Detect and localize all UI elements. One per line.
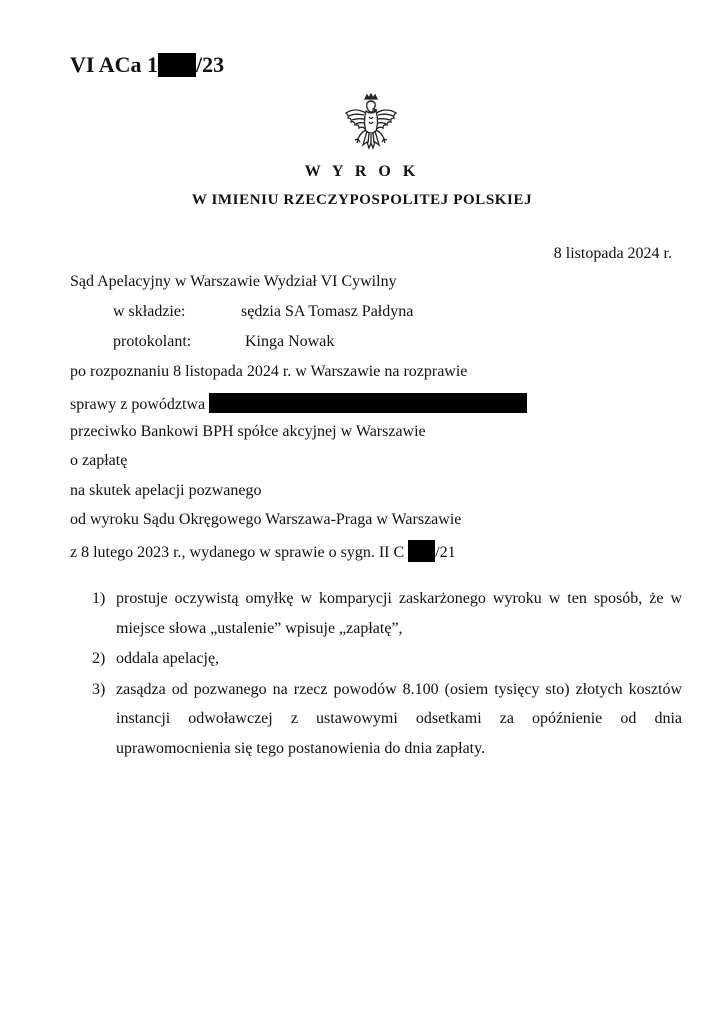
case-ref-line: [70, 540, 456, 562]
defendant-line: przeciwko Bankowi BPH spółce akcyjnej w Warszawie: [70, 423, 426, 440]
plaintiff-line: [70, 393, 527, 414]
ruling-list: [92, 584, 682, 764]
court-line: Sąd Apelacyjny w Warszawie Wydział VI Cywilny: [70, 273, 397, 290]
ruling-item-text: zasądza od pozwanego na rzecz powodów 8.100 (osiem tysięcy sto) złotych kosztów instancji odwoławczej z ustawowymi odsetkami za opóźnienie od dnia uprawomocnienia się tego postanowienia do dnia zapłaty.: [116, 680, 682, 757]
judgment-title: W Y R O K: [304, 163, 420, 180]
judgment-line: od wyroku Sądu Okręgowego Warszawa-Praga w Warszawie: [70, 511, 462, 528]
case-signature: [70, 52, 224, 78]
hearing-line: po rozpoznaniu 8 listopada 2024 r. w Warszawie na rozprawie: [70, 363, 468, 380]
appeal-line: na skutek apelacji pozwanego: [70, 482, 262, 499]
case-ref-suffix: /21: [435, 544, 456, 561]
judgment-date: 8 listopada 2024 r.: [553, 245, 672, 262]
polish-eagle-emblem-icon: [343, 93, 399, 153]
ruling-item-text: prostuje oczywistą omyłkę w komparycji zaskarżonego wyroku w ten sposób, że w miejsce słowa „ustalenie” wpisuje „zapłatę”,: [116, 590, 682, 637]
clerk-label: protokolant:: [113, 333, 192, 350]
judgment-subtitle: W IMIENIU RZECZYPOSPOLITEJ POLSKIEJ: [191, 192, 533, 208]
composition-row: [113, 303, 414, 321]
case-signature-prefix: VI ACa 1: [70, 52, 159, 77]
composition-label: w składzie:: [113, 303, 186, 320]
ruling-item: [92, 675, 682, 764]
plaintiff-prefix: sprawy z powództwa: [70, 396, 206, 413]
redaction-block: [408, 540, 435, 562]
ruling-item: [92, 644, 682, 674]
ruling-item-text: oddala apelację,: [116, 650, 220, 667]
redaction-block: [209, 393, 527, 413]
ruling-item-number: 2): [92, 650, 106, 667]
subject-line: o zapłatę: [70, 452, 128, 469]
ruling-item-number: 1): [92, 590, 106, 607]
clerk-value: Kinga Nowak: [245, 333, 335, 350]
ruling-item: [92, 584, 682, 643]
case-signature-suffix: /23: [196, 52, 225, 77]
clerk-row: [113, 333, 335, 351]
case-ref-prefix: z 8 lutego 2023 r., wydanego w sprawie o sygn. II C: [70, 544, 405, 561]
composition-value: sędzia SA Tomasz Pałdyna: [241, 303, 414, 320]
ruling-item-number: 3): [92, 680, 106, 698]
redaction-block: [158, 53, 196, 77]
